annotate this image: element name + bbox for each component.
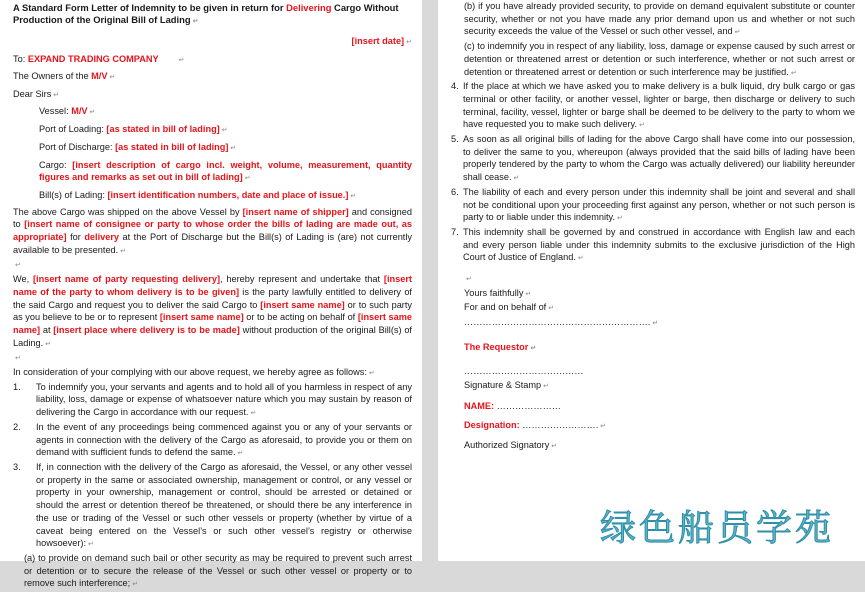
undertakings-list: [13, 381, 412, 552]
signature-stamp-label: Signature & Stamp ↵: [464, 380, 549, 391]
addressee-line: To: EXPAND TRADING COMPANY ↵: [13, 54, 185, 65]
list-item: 3. If, in connection with the delivery of the Cargo as aforesaid, the Vessel, or any other vessel or property in the same or associated ownership, management or control, or any vessel or property in your ownership, management or control, should be arrested or detained or should the arrest or detention thereof be threatened, or should there be any interference in the use or trading of the Vessel or such other vessels or property (whether by virtue of a caveat being entered on the Vessel’s or such other vessel’s registry or otherwise howsoever): ↵: [13, 461, 412, 549]
owners-line: The Owners of the M/V ↵: [13, 71, 116, 81]
requestor-heading: The Requestor ↵: [464, 341, 537, 352]
cargo-line: Cargo: [insert description of cargo incl. weight, volume, measurement, quantity figures and remarks as set out in bill of lading] ↵: [39, 159, 412, 183]
request-paragraph: We, [insert name of party requesting delivery], hereby represent and undertake that [insert name of the party to whom delivery is to be given] is the party lawfully entitled to delivery of the said Cargo and request you to deliver the said Cargo to [insert same name] or to such party as you believe to be or to represent [insert same name] or to be acting on behalf of [insert same name] at [insert place where delivery is to be made] without production of the original Bill(s) of Lading. ↵: [13, 274, 413, 348]
list-item: 6. The liability of each and every person under this indemnity shall be joint and several and shall not be conditional upon your proceeding first against any person, whether or not such person is party to or liable under this indemnity. ↵: [451, 186, 855, 223]
insert-date: [insert date] ↵: [351, 35, 412, 46]
signature-dots: ……………………………………………………. ↵: [464, 317, 659, 328]
designation-line: Designation: ……………………. ↵: [464, 419, 607, 430]
blank-line: ↵: [15, 355, 21, 363]
salutation: Dear Sirs ↵: [13, 88, 60, 99]
bills-of-lading-line: Bill(s) of Lading: [insert identification numbers, date and place of issue.] ↵: [39, 189, 357, 200]
svg-text:绿色船员学苑: 绿色船员学苑: [600, 508, 835, 549]
consideration-paragraph: In consideration of your complying with our above request, we hereby agree as follows: ↵: [13, 367, 375, 378]
yours-faithfully: Yours faithfully ↵: [464, 287, 532, 298]
clause-3a: (a) to provide on demand such bail or other security as may be required to prevent such arrest or detention or to secure the release of the Vessel or such other vessel or property or to remove such interference; ↵: [24, 552, 412, 589]
letter-title: A Standard Form Letter of Indemnity to be given in return for Delivering Cargo Without Production of the Original Bill of Lading ↵: [13, 2, 399, 26]
list-item: 4. If the place at which we have asked you to make delivery is a bulk liquid, dry bulk cargo or gas terminal or other facility, or another vessel, lighter or barge, then discharge or delivery to such terminal, facility, vessel, lighter or barge shall be deemed to be delivery to the party to whom we have requested you to make such delivery. ↵: [451, 81, 855, 130]
list-item: 5. As soon as all original bills of lading for the above Cargo shall have come into our possession, to deliver the same to you, whereupon (always provided that the said bills of lading have been properly tendered by the party to whom the Cargo was actually delivered) our liability hereunder shall cease. ↵: [451, 134, 855, 183]
sign-line: …………………………………: [464, 365, 584, 376]
document-page-right: [438, 0, 865, 561]
undertakings-list-continued: [452, 80, 855, 266]
port-loading-line: Port of Loading: [as stated in bill of lading] ↵: [39, 124, 228, 135]
list-item: 7. This indemnity shall be governed by and construed in accordance with English law and each and every person liable under this indemnity submits to the exclusive jurisdiction of the High Court of Justice of England. ↵: [451, 226, 855, 263]
document-page-left: [0, 0, 422, 589]
list-item: 1. To indemnify you, your servants and agents and to hold all of you harmless in respect of any liability, loss, damage or expense of whatsoever nature which you may sustain by reason of delivering the Cargo in accordance with our request. ↵: [13, 381, 412, 418]
clause-3b: (b) if you have already provided security, to provide on demand equivalent substitute or counter security, whether or not you have made any prior demand upon us and whether or not such security exceeds the value of the Vessel or such other vessel, and ↵: [464, 1, 855, 37]
blank-line: ↵: [466, 276, 472, 284]
vessel-line: Vessel: M/V ↵: [39, 106, 96, 117]
clause-3c: (c) to indemnify you in respect of any liability, loss, damage or expense caused by such arrest or detention or threatened arrest or detention or such interference, whether or not such arrest or detention or threatened arrest or detention or such interference may be justified. ↵: [464, 41, 855, 77]
authorized-signatory: Authorized Signatory ↵: [464, 440, 558, 451]
watermark-logo: [598, 502, 842, 548]
list-item: 2. In the event of any proceedings being commenced against you or any of your servants or agents in connection with the delivery of the Cargo as aforesaid, to provide you or them on demand with sufficient funds to defend the same. ↵: [13, 421, 412, 458]
on-behalf-of: For and on behalf of ↵: [464, 302, 555, 313]
blank-line: ↵: [15, 262, 21, 270]
name-line: NAME: …………………: [464, 400, 561, 411]
cargo-shipped-paragraph: The above Cargo was shipped on the above Vessel by [insert name of shipper] and consigned to [insert name of consignee or party to whose order the bills of lading are made out, as appropriate] for delivery at the Port of Discharge but the Bill(s) of Lading is (are) not currently available to be presented. ↵: [13, 206, 413, 255]
port-discharge-line: Port of Discharge: [as stated in bill of lading] ↵: [39, 141, 237, 152]
